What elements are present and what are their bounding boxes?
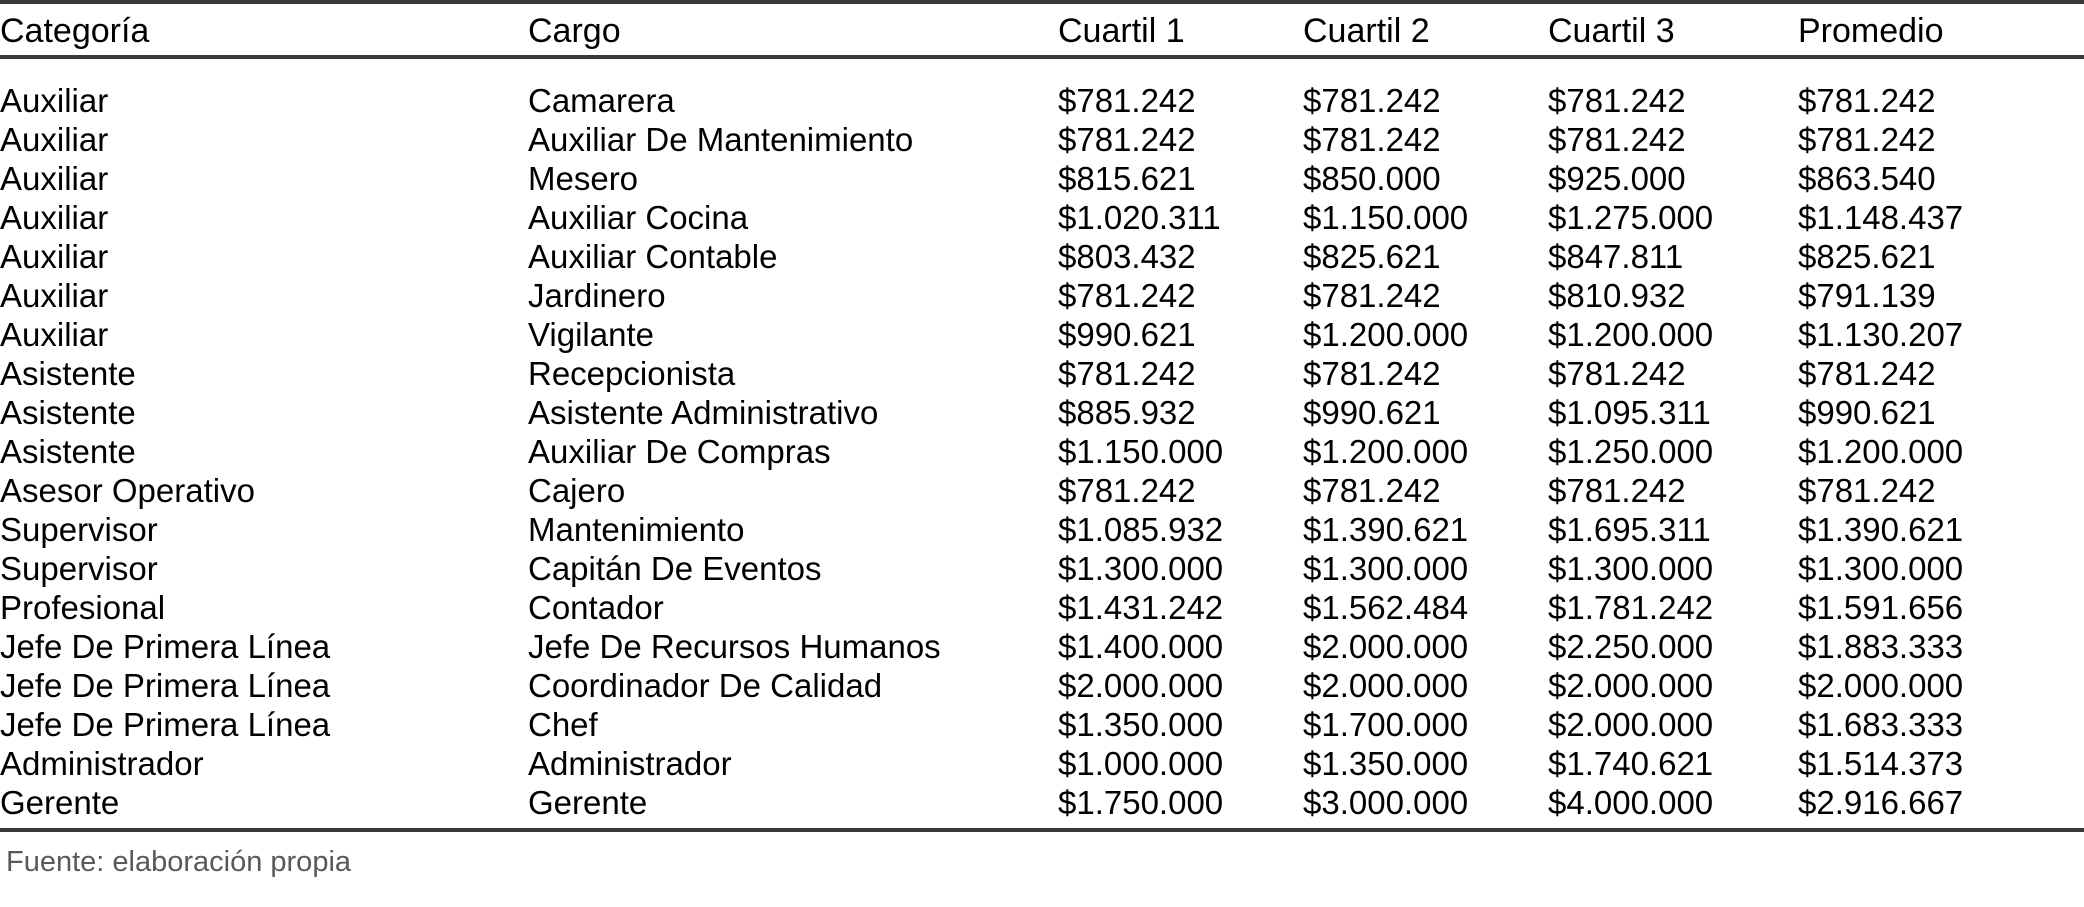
cell-cuartil-1: $781.242 <box>1058 82 1196 119</box>
cell-categoria: Auxiliar <box>0 316 109 353</box>
cell-cuartil-2: $3.000.000 <box>1303 784 1469 821</box>
column-header-categoria: Categoría <box>0 12 150 50</box>
table-row <box>0 65 2084 120</box>
cell-cargo: Vigilante <box>528 316 654 353</box>
column-header-promedio: Promedio <box>1798 12 1944 50</box>
cell-cuartil-2: $825.621 <box>1303 238 1441 275</box>
cell-cargo: Jardinero <box>528 277 666 314</box>
table-row <box>0 666 2084 705</box>
cell-cargo: Auxiliar De Mantenimiento <box>528 121 914 158</box>
cell-promedio: $781.242 <box>1798 355 1936 392</box>
cell-cuartil-1: $1.400.000 <box>1058 628 1224 665</box>
cell-cuartil-1: $1.431.242 <box>1058 589 1224 626</box>
column-header-cargo: Cargo <box>528 12 621 50</box>
cell-cuartil-3: $1.695.311 <box>1548 511 1711 548</box>
cell-cuartil-1: $1.350.000 <box>1058 706 1224 743</box>
cell-cuartil-2: $781.242 <box>1303 121 1441 158</box>
cell-cuartil-1: $803.432 <box>1058 238 1196 275</box>
cell-cuartil-1: $781.242 <box>1058 277 1196 314</box>
cell-cuartil-3: $2.000.000 <box>1548 667 1714 704</box>
cell-cargo: Camarera <box>528 82 675 119</box>
cell-cuartil-2: $1.300.000 <box>1303 550 1469 587</box>
cell-cuartil-2: $781.242 <box>1303 277 1441 314</box>
cell-cuartil-2: $990.621 <box>1303 394 1441 431</box>
column-header-cuartil-2: Cuartil 2 <box>1303 12 1430 50</box>
cell-promedio: $825.621 <box>1798 238 1936 275</box>
cell-cuartil-2: $1.150.000 <box>1303 199 1469 236</box>
table-row <box>0 705 2084 744</box>
cell-cuartil-1: $1.085.932 <box>1058 511 1224 548</box>
cell-cuartil-3: $810.932 <box>1548 277 1686 314</box>
cell-cargo: Recepcionista <box>528 355 736 392</box>
cell-cuartil-2: $850.000 <box>1303 160 1441 197</box>
cell-promedio: $1.591.656 <box>1798 589 1964 626</box>
cell-cuartil-3: $2.250.000 <box>1548 628 1714 665</box>
cell-promedio: $1.130.207 <box>1798 316 1964 353</box>
cell-promedio: $1.390.621 <box>1798 511 1964 548</box>
cell-cargo: Capitán De Eventos <box>528 550 822 587</box>
cell-categoria: Auxiliar <box>0 121 109 158</box>
cell-promedio: $781.242 <box>1798 82 1936 119</box>
cell-cargo: Auxiliar De Compras <box>528 433 831 470</box>
column-header-cuartil-3: Cuartil 3 <box>1548 12 1675 50</box>
table-header-rule <box>0 55 2084 59</box>
cell-promedio: $1.883.333 <box>1798 628 1964 665</box>
cell-cargo: Cajero <box>528 472 626 509</box>
table-row <box>0 471 2084 510</box>
cell-cuartil-3: $2.000.000 <box>1548 706 1714 743</box>
table-row <box>0 744 2084 783</box>
cell-promedio: $1.683.333 <box>1798 706 1964 743</box>
cell-cuartil-3: $1.200.000 <box>1548 316 1714 353</box>
cell-cuartil-3: $1.300.000 <box>1548 550 1714 587</box>
cell-promedio: $781.242 <box>1798 472 1936 509</box>
cell-promedio: $2.916.667 <box>1798 784 1964 821</box>
cell-cargo: Asistente Administrativo <box>528 394 879 431</box>
cell-cuartil-1: $2.000.000 <box>1058 667 1224 704</box>
table-row <box>0 549 2084 588</box>
cell-cuartil-2: $781.242 <box>1303 472 1441 509</box>
cell-cargo: Coordinador De Calidad <box>528 667 883 704</box>
cell-cuartil-3: $1.095.311 <box>1548 394 1711 431</box>
cell-cuartil-1: $1.300.000 <box>1058 550 1224 587</box>
cell-categoria: Asistente <box>0 355 136 392</box>
cell-cuartil-1: $1.000.000 <box>1058 745 1224 782</box>
cell-cuartil-3: $1.250.000 <box>1548 433 1714 470</box>
table-row <box>0 198 2084 237</box>
table-row <box>0 393 2084 432</box>
cell-cuartil-3: $1.275.000 <box>1548 199 1714 236</box>
cell-cargo: Mesero <box>528 160 639 197</box>
cell-categoria: Profesional <box>0 589 166 626</box>
cell-promedio: $990.621 <box>1798 394 1936 431</box>
cell-cuartil-2: $1.390.621 <box>1303 511 1469 548</box>
cell-categoria: Administrador <box>0 745 204 782</box>
cell-cuartil-3: $1.740.621 <box>1548 745 1714 782</box>
cell-categoria: Gerente <box>0 784 120 821</box>
cell-cuartil-2: $1.200.000 <box>1303 433 1469 470</box>
cell-cuartil-2: $1.350.000 <box>1303 745 1469 782</box>
cell-categoria: Auxiliar <box>0 199 109 236</box>
table-source-note: Fuente: elaboración propia <box>6 846 352 878</box>
cell-cuartil-1: $1.150.000 <box>1058 433 1224 470</box>
cell-categoria: Supervisor <box>0 511 158 548</box>
cell-cuartil-3: $1.781.242 <box>1548 589 1714 626</box>
cell-cargo: Gerente <box>528 784 648 821</box>
cell-cuartil-2: $2.000.000 <box>1303 667 1469 704</box>
cell-cuartil-2: $1.700.000 <box>1303 706 1469 743</box>
cell-cuartil-1: $781.242 <box>1058 121 1196 158</box>
table-body <box>0 65 2084 822</box>
cell-categoria: Auxiliar <box>0 238 109 275</box>
cell-cuartil-1: $1.020.311 <box>1058 199 1221 236</box>
cell-promedio: $781.242 <box>1798 121 1936 158</box>
cell-promedio: $1.148.437 <box>1798 199 1964 236</box>
cell-cuartil-3: $925.000 <box>1548 160 1686 197</box>
cell-promedio: $791.139 <box>1798 277 1936 314</box>
cell-categoria: Auxiliar <box>0 160 109 197</box>
cell-cuartil-2: $781.242 <box>1303 82 1441 119</box>
cell-promedio: $1.300.000 <box>1798 550 1964 587</box>
cell-categoria: Asesor Operativo <box>0 472 255 509</box>
cell-cuartil-2: $2.000.000 <box>1303 628 1469 665</box>
table-row <box>0 510 2084 549</box>
cell-cargo: Contador <box>528 589 664 626</box>
cell-categoria: Supervisor <box>0 550 158 587</box>
table-top-rule <box>0 0 2084 4</box>
cell-categoria: Auxiliar <box>0 82 109 119</box>
cell-cuartil-1: $815.621 <box>1058 160 1196 197</box>
table-row <box>0 276 2084 315</box>
table-row <box>0 783 2084 822</box>
cell-cargo: Mantenimiento <box>528 511 745 548</box>
cell-cuartil-3: $847.811 <box>1548 238 1684 275</box>
cell-cuartil-2: $1.562.484 <box>1303 589 1469 626</box>
column-header-cuartil-1: Cuartil 1 <box>1058 12 1185 50</box>
cell-cargo: Administrador <box>528 745 732 782</box>
cell-cuartil-3: $4.000.000 <box>1548 784 1714 821</box>
cell-categoria: Asistente <box>0 433 136 470</box>
table-row <box>0 354 2084 393</box>
cell-cuartil-3: $781.242 <box>1548 121 1686 158</box>
cell-promedio: $863.540 <box>1798 160 1936 197</box>
cell-categoria: Jefe De Primera Línea <box>0 628 331 665</box>
table-row <box>0 315 2084 354</box>
cell-cargo: Jefe De Recursos Humanos <box>528 628 941 665</box>
table-row <box>0 588 2084 627</box>
cell-categoria: Jefe De Primera Línea <box>0 706 331 743</box>
cell-categoria: Auxiliar <box>0 277 109 314</box>
table-row <box>0 237 2084 276</box>
cell-cuartil-1: $885.932 <box>1058 394 1196 431</box>
table-row <box>0 627 2084 666</box>
table-bottom-rule <box>0 828 2084 832</box>
cell-cuartil-3: $781.242 <box>1548 355 1686 392</box>
cell-cuartil-1: $990.621 <box>1058 316 1196 353</box>
cell-cuartil-1: $781.242 <box>1058 355 1196 392</box>
cell-cuartil-3: $781.242 <box>1548 472 1686 509</box>
table-row <box>0 120 2084 159</box>
cell-categoria: Asistente <box>0 394 136 431</box>
table-row <box>0 432 2084 471</box>
cell-promedio: $1.514.373 <box>1798 745 1964 782</box>
cell-cargo: Auxiliar Cocina <box>528 199 749 236</box>
cell-cuartil-2: $781.242 <box>1303 355 1441 392</box>
cell-cuartil-1: $781.242 <box>1058 472 1196 509</box>
cell-categoria: Jefe De Primera Línea <box>0 667 331 704</box>
cell-promedio: $2.000.000 <box>1798 667 1964 704</box>
table-row <box>0 159 2084 198</box>
cell-promedio: $1.200.000 <box>1798 433 1964 470</box>
cell-cuartil-1: $1.750.000 <box>1058 784 1224 821</box>
cell-cargo: Auxiliar Contable <box>528 238 778 275</box>
cell-cuartil-2: $1.200.000 <box>1303 316 1469 353</box>
cell-cargo: Chef <box>528 706 598 743</box>
cell-cuartil-3: $781.242 <box>1548 82 1686 119</box>
